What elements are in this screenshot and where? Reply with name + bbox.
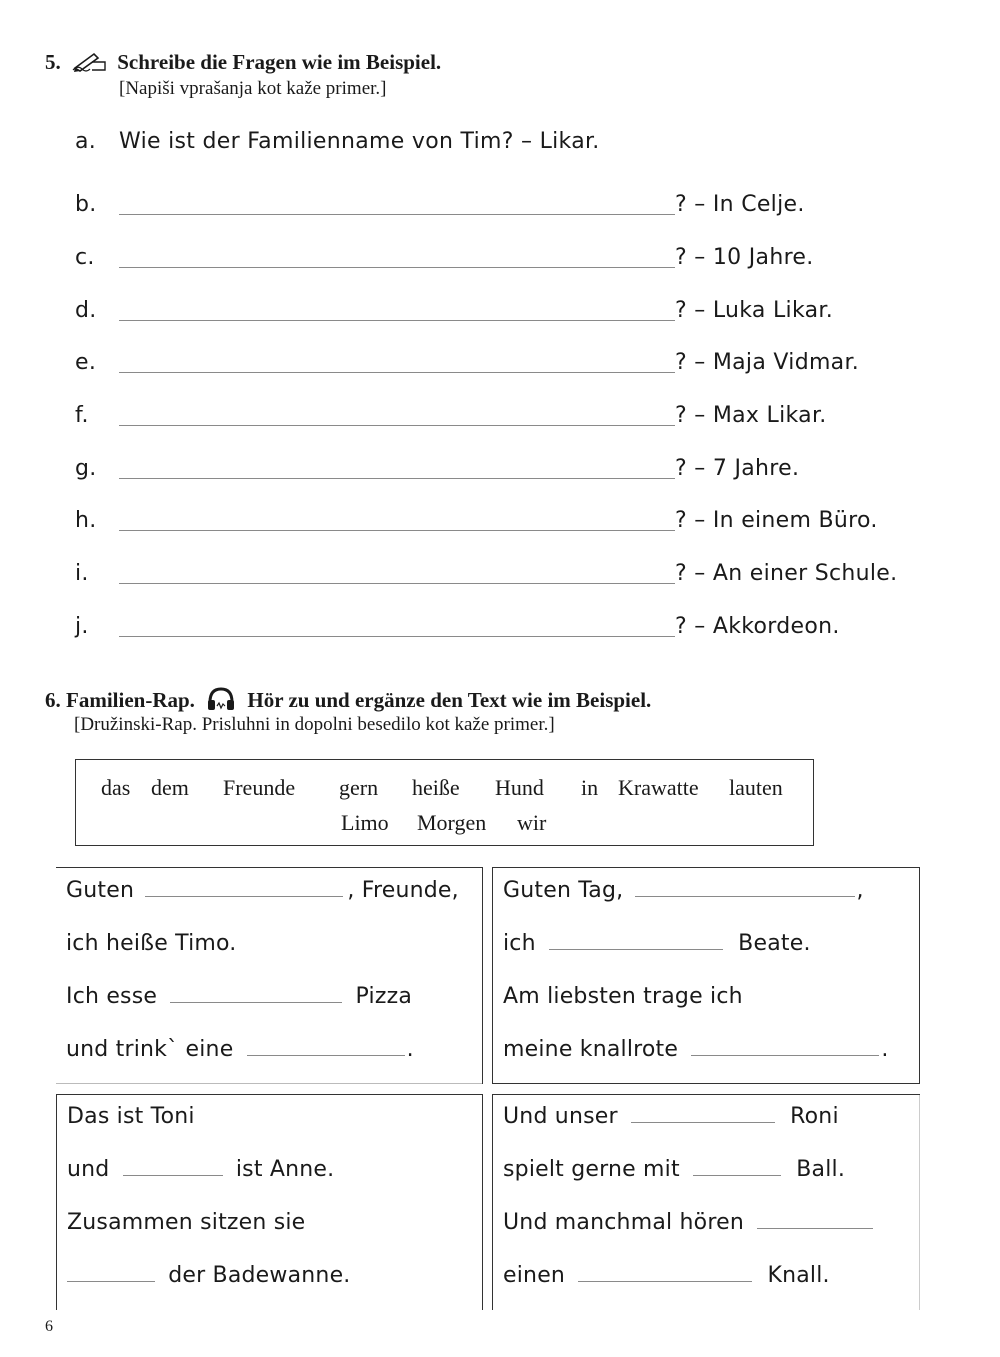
verse-edge: [919, 1095, 920, 1310]
row-letter: b.: [75, 192, 97, 217]
exercise-5-heading: [45, 50, 441, 78]
verse-text: Ball.: [796, 1157, 846, 1182]
word-bank-item: Limo: [341, 810, 389, 835]
verse-box: [492, 1094, 920, 1310]
blank-line[interactable]: [631, 1104, 775, 1123]
exercise-title-part1: Familien-Rap.: [66, 687, 195, 712]
verse-line: [503, 1037, 889, 1062]
blank-line[interactable]: [123, 1157, 223, 1176]
exercise-number: 6.: [45, 687, 61, 712]
row-letter: j.: [75, 614, 89, 639]
word-bank-item: in: [581, 775, 599, 800]
verse-text: Roni: [790, 1104, 839, 1129]
answer-line[interactable]: [119, 425, 675, 426]
verse-divider: [56, 1083, 482, 1084]
question-row-e: [75, 350, 935, 384]
answer-line[interactable]: [119, 214, 675, 215]
verse-text: ich: [503, 931, 536, 956]
answer-line[interactable]: [119, 372, 675, 373]
word-bank-item: dem: [151, 775, 189, 800]
answer-text: ? – Luka Likar.: [675, 298, 834, 323]
verse-line: Das ist Toni: [67, 1104, 195, 1129]
verse-line: Am liebsten trage ich: [503, 984, 743, 1009]
row-letter: g.: [75, 456, 97, 481]
blank-line[interactable]: [578, 1263, 752, 1282]
verse-text: ist Anne.: [235, 1157, 335, 1182]
verse-line: [66, 878, 459, 903]
verse-text: Pizza: [355, 984, 413, 1009]
exercise-title-part2: Hör zu und ergänze den Text wie im Beispiel.: [247, 687, 652, 712]
word-bank-item: das: [101, 775, 131, 800]
blank-line[interactable]: [757, 1210, 873, 1229]
answer-text: ? – Maja Vidmar.: [675, 350, 860, 375]
verse-text: Beate.: [738, 931, 811, 956]
answer-text: ? – Akkordeon.: [675, 614, 840, 639]
example-text: Wie ist der Familienname von Tim? – Likar.: [119, 129, 600, 154]
answer-line[interactable]: [119, 583, 675, 584]
exercise-6-subtitle: [Družinski-Rap. Prisluhni in dopolni besedilo kot kaže primer.]: [74, 714, 555, 735]
answer-line[interactable]: [119, 478, 675, 479]
word-bank-item: Hund: [495, 775, 544, 800]
verse-line: [503, 1210, 873, 1235]
verse-line: [503, 1263, 830, 1288]
row-letter: c.: [75, 245, 95, 270]
blank-line[interactable]: [549, 931, 723, 950]
verse-line: [67, 1263, 351, 1288]
row-letter: f.: [75, 403, 89, 428]
answer-text: ? – In Celje.: [675, 192, 805, 217]
question-row-f: [75, 403, 935, 437]
verse-line: [66, 984, 412, 1009]
answer-text: ? – In einem Büro.: [675, 508, 878, 533]
verse-text: Guten Tag,: [503, 878, 624, 903]
verse-text: .: [406, 1037, 414, 1062]
answer-line[interactable]: [119, 530, 675, 531]
answer-text: ? – Max Likar.: [675, 403, 827, 428]
question-row-d: [75, 298, 935, 332]
blank-line[interactable]: [145, 878, 343, 897]
blank-line[interactable]: [247, 1037, 405, 1056]
exercise-title: Schreibe die Fragen wie im Beispiel.: [117, 50, 442, 74]
verse-text: , Freunde,: [347, 878, 459, 903]
exercise-number: 5.: [45, 50, 61, 74]
row-letter: i.: [75, 561, 89, 586]
answer-line[interactable]: [119, 320, 675, 321]
verse-line: [67, 1157, 334, 1182]
answer-line[interactable]: [119, 636, 675, 637]
verse-line: [503, 931, 811, 956]
verse-text: spielt gerne mit: [503, 1157, 680, 1182]
verse-text: ,: [856, 878, 864, 903]
row-letter: e.: [75, 350, 97, 375]
verse-text: Knall.: [767, 1263, 830, 1288]
verse-box: [56, 867, 483, 1084]
blank-line[interactable]: [170, 984, 342, 1003]
page-number: 6: [45, 1318, 53, 1335]
word-bank-item: Krawatte: [618, 775, 699, 800]
word-bank-item: heiße: [412, 775, 460, 800]
question-row-b: [75, 192, 935, 226]
row-letter: a.: [75, 129, 97, 154]
answer-text: ? – 7 Jahre.: [675, 456, 800, 481]
verse-text: Und unser: [503, 1104, 618, 1129]
verse-line: [503, 1157, 845, 1182]
verse-text: und: [67, 1157, 110, 1182]
question-row-h: [75, 508, 935, 542]
word-bank-item: gern: [339, 775, 379, 800]
question-row-c: [75, 245, 935, 279]
row-letter: d.: [75, 298, 97, 323]
pencil-writing-icon: [72, 50, 106, 78]
verse-text: Und manchmal hören: [503, 1210, 744, 1235]
question-row-i: [75, 561, 935, 595]
answer-text: ? – 10 Jahre.: [675, 245, 814, 270]
example-row: [75, 129, 935, 163]
verse-line: [503, 1104, 839, 1129]
verse-line: [66, 1037, 414, 1062]
verse-text: meine knallrote: [503, 1037, 679, 1062]
word-bank-item: Freunde: [223, 775, 296, 800]
exercise-5-subtitle: [Napiši vprašanja kot kaže primer.]: [119, 78, 387, 99]
verse-text: und trink` eine: [66, 1037, 234, 1062]
verse-box: [492, 867, 920, 1084]
blank-line[interactable]: [635, 878, 855, 897]
verse-text: einen: [503, 1263, 566, 1288]
verse-line: ich heiße Timo.: [66, 931, 237, 956]
question-row-g: [75, 456, 935, 490]
verse-box: [56, 1094, 483, 1310]
word-bank-item: wir: [517, 810, 547, 835]
answer-line[interactable]: [119, 267, 675, 268]
question-row-j: [75, 614, 935, 648]
word-bank-item: lauten: [729, 775, 783, 800]
verse-line: [503, 878, 864, 903]
verse-line: Zusammen sitzen sie: [67, 1210, 306, 1235]
word-bank: [75, 759, 814, 846]
verse-text: der Badewanne.: [168, 1263, 351, 1288]
verse-text: .: [881, 1037, 889, 1062]
row-letter: h.: [75, 508, 97, 533]
blank-line[interactable]: [67, 1263, 155, 1282]
word-bank-item: Morgen: [417, 810, 487, 835]
blank-line[interactable]: [691, 1037, 879, 1056]
blank-line[interactable]: [693, 1157, 781, 1176]
verse-text: Guten: [66, 878, 135, 903]
answer-text: ? – An einer Schule.: [675, 561, 898, 586]
verse-text: Ich esse: [66, 984, 158, 1009]
